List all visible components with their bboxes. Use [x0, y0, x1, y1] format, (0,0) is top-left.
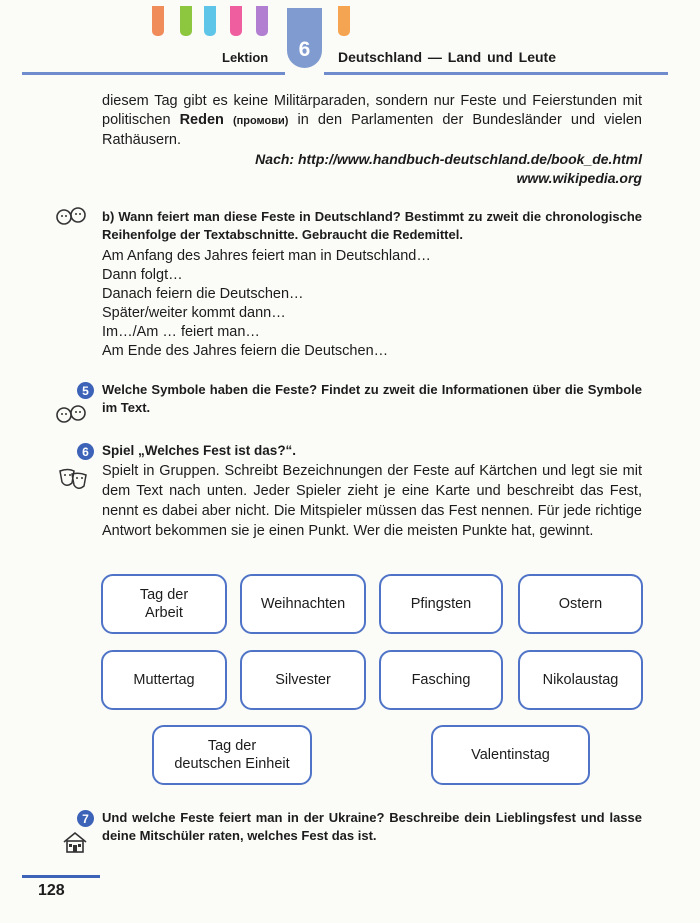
- card-label: Nikolaustag: [542, 672, 619, 688]
- holiday-card[interactable]: [518, 650, 643, 710]
- header-divider: [324, 72, 668, 75]
- chapter-title: Deutschland — Land und Leute: [338, 49, 557, 65]
- phrase-item: Am Anfang des Jahres feiert man in Deutschland…: [102, 248, 431, 264]
- source-line: www.wikipedia.org: [516, 170, 642, 186]
- phrase-item: Im…/Am … feiert man…: [102, 324, 260, 340]
- pair-work-icon: [54, 206, 90, 226]
- phrase-item: Später/weiter kommt dann…: [102, 305, 286, 321]
- card-label: Muttertag: [133, 672, 195, 688]
- task-6-text: Spielt in Gruppen. Schreibt Bezeichnungen der Feste auf Kärtchen und legt sie mit dem Text nach unten. Jeder Spieler zieht je eine Karte und beschreibt das Fest, nennt es dabei aber nicht. Die Mitspieler müssen das Fest nennen. Für jede richtige Antwort bekommen sie je einen Punkt. Wer die meisten Punkte hat, gewinnt.: [102, 463, 642, 539]
- intro-paragraph: [102, 92, 642, 150]
- task-7-instruction: Und welche Feste feiert man in der Ukraine? Beschreibe dein Lieblingsfest und lasse deine Mitschüler raten, welches Fest das ist.: [102, 810, 642, 843]
- lektion-label: Lektion: [222, 50, 269, 65]
- task-number-badge: 5: [77, 382, 94, 399]
- holiday-card[interactable]: [379, 650, 503, 710]
- color-tab: [256, 6, 268, 36]
- color-tab: [338, 6, 350, 36]
- task-b-instruction: b) Wann feiert man diese Feste in Deutschland? Bestimmt zu zweit die chronologische Reihenfolge der Textabschnitte. Gebraucht die Redemittel.: [102, 209, 642, 242]
- holiday-card[interactable]: [101, 574, 227, 634]
- color-tab: [152, 6, 164, 36]
- holiday-card[interactable]: [518, 574, 643, 634]
- intro-gloss: (промови): [232, 115, 289, 127]
- card-label: Fasching: [411, 672, 471, 688]
- lesson-number-badge: 6: [287, 8, 322, 68]
- house-icon: [62, 830, 88, 854]
- footer-divider: [22, 875, 100, 878]
- task-number-badge: 6: [77, 443, 94, 460]
- theater-masks-icon: [58, 468, 88, 492]
- card-label: Pfingsten: [410, 596, 472, 612]
- task-5-instruction: Welche Symbole haben die Feste? Findet zu zweit die Informationen über die Symbole im Text.: [102, 382, 642, 415]
- holiday-card[interactable]: [152, 725, 312, 785]
- card-label: Valentinstag: [471, 747, 550, 763]
- card-label: Weihnachten: [260, 596, 346, 612]
- phrase-item: Am Ende des Jahres feiern die Deutschen…: [102, 343, 389, 359]
- holiday-card[interactable]: [240, 574, 366, 634]
- phrase-item: Dann folgt…: [102, 267, 183, 283]
- color-tab: [230, 6, 242, 36]
- intro-keyword: Reden: [179, 112, 224, 128]
- intro-text: in den Parlamenten der Bundesländer und vielen Rathäusern.: [102, 112, 642, 148]
- holiday-card[interactable]: [431, 725, 590, 785]
- card-label: Arbeit: [145, 605, 183, 621]
- card-label: Tag der: [139, 587, 189, 603]
- card-label: Ostern: [558, 596, 603, 612]
- color-tab: [180, 6, 192, 36]
- pair-work-icon: [54, 404, 90, 424]
- task-number-badge: 7: [77, 810, 94, 827]
- holiday-card[interactable]: [101, 650, 227, 710]
- holiday-card[interactable]: [379, 574, 503, 634]
- task-6-title: Spiel „Welches Fest ist das?“.: [102, 443, 297, 458]
- phrase-item: Danach feiern die Deutschen…: [102, 286, 304, 302]
- page-number: 128: [38, 882, 65, 899]
- source-citation: [200, 150, 642, 188]
- color-tab: [204, 6, 216, 36]
- header-divider: [22, 72, 285, 75]
- card-label: Tag der: [207, 738, 257, 754]
- card-label: Silvester: [275, 672, 331, 688]
- source-line: Nach: http://www.handbuch-deutschland.de/book_de.html: [255, 151, 642, 167]
- intro-text: diesem Tag gibt es keine Militärparaden, sondern nur Feste und Feierstunden mit politischen: [102, 93, 642, 128]
- holiday-card[interactable]: [240, 650, 366, 710]
- card-label: deutschen Einheit: [174, 756, 290, 772]
